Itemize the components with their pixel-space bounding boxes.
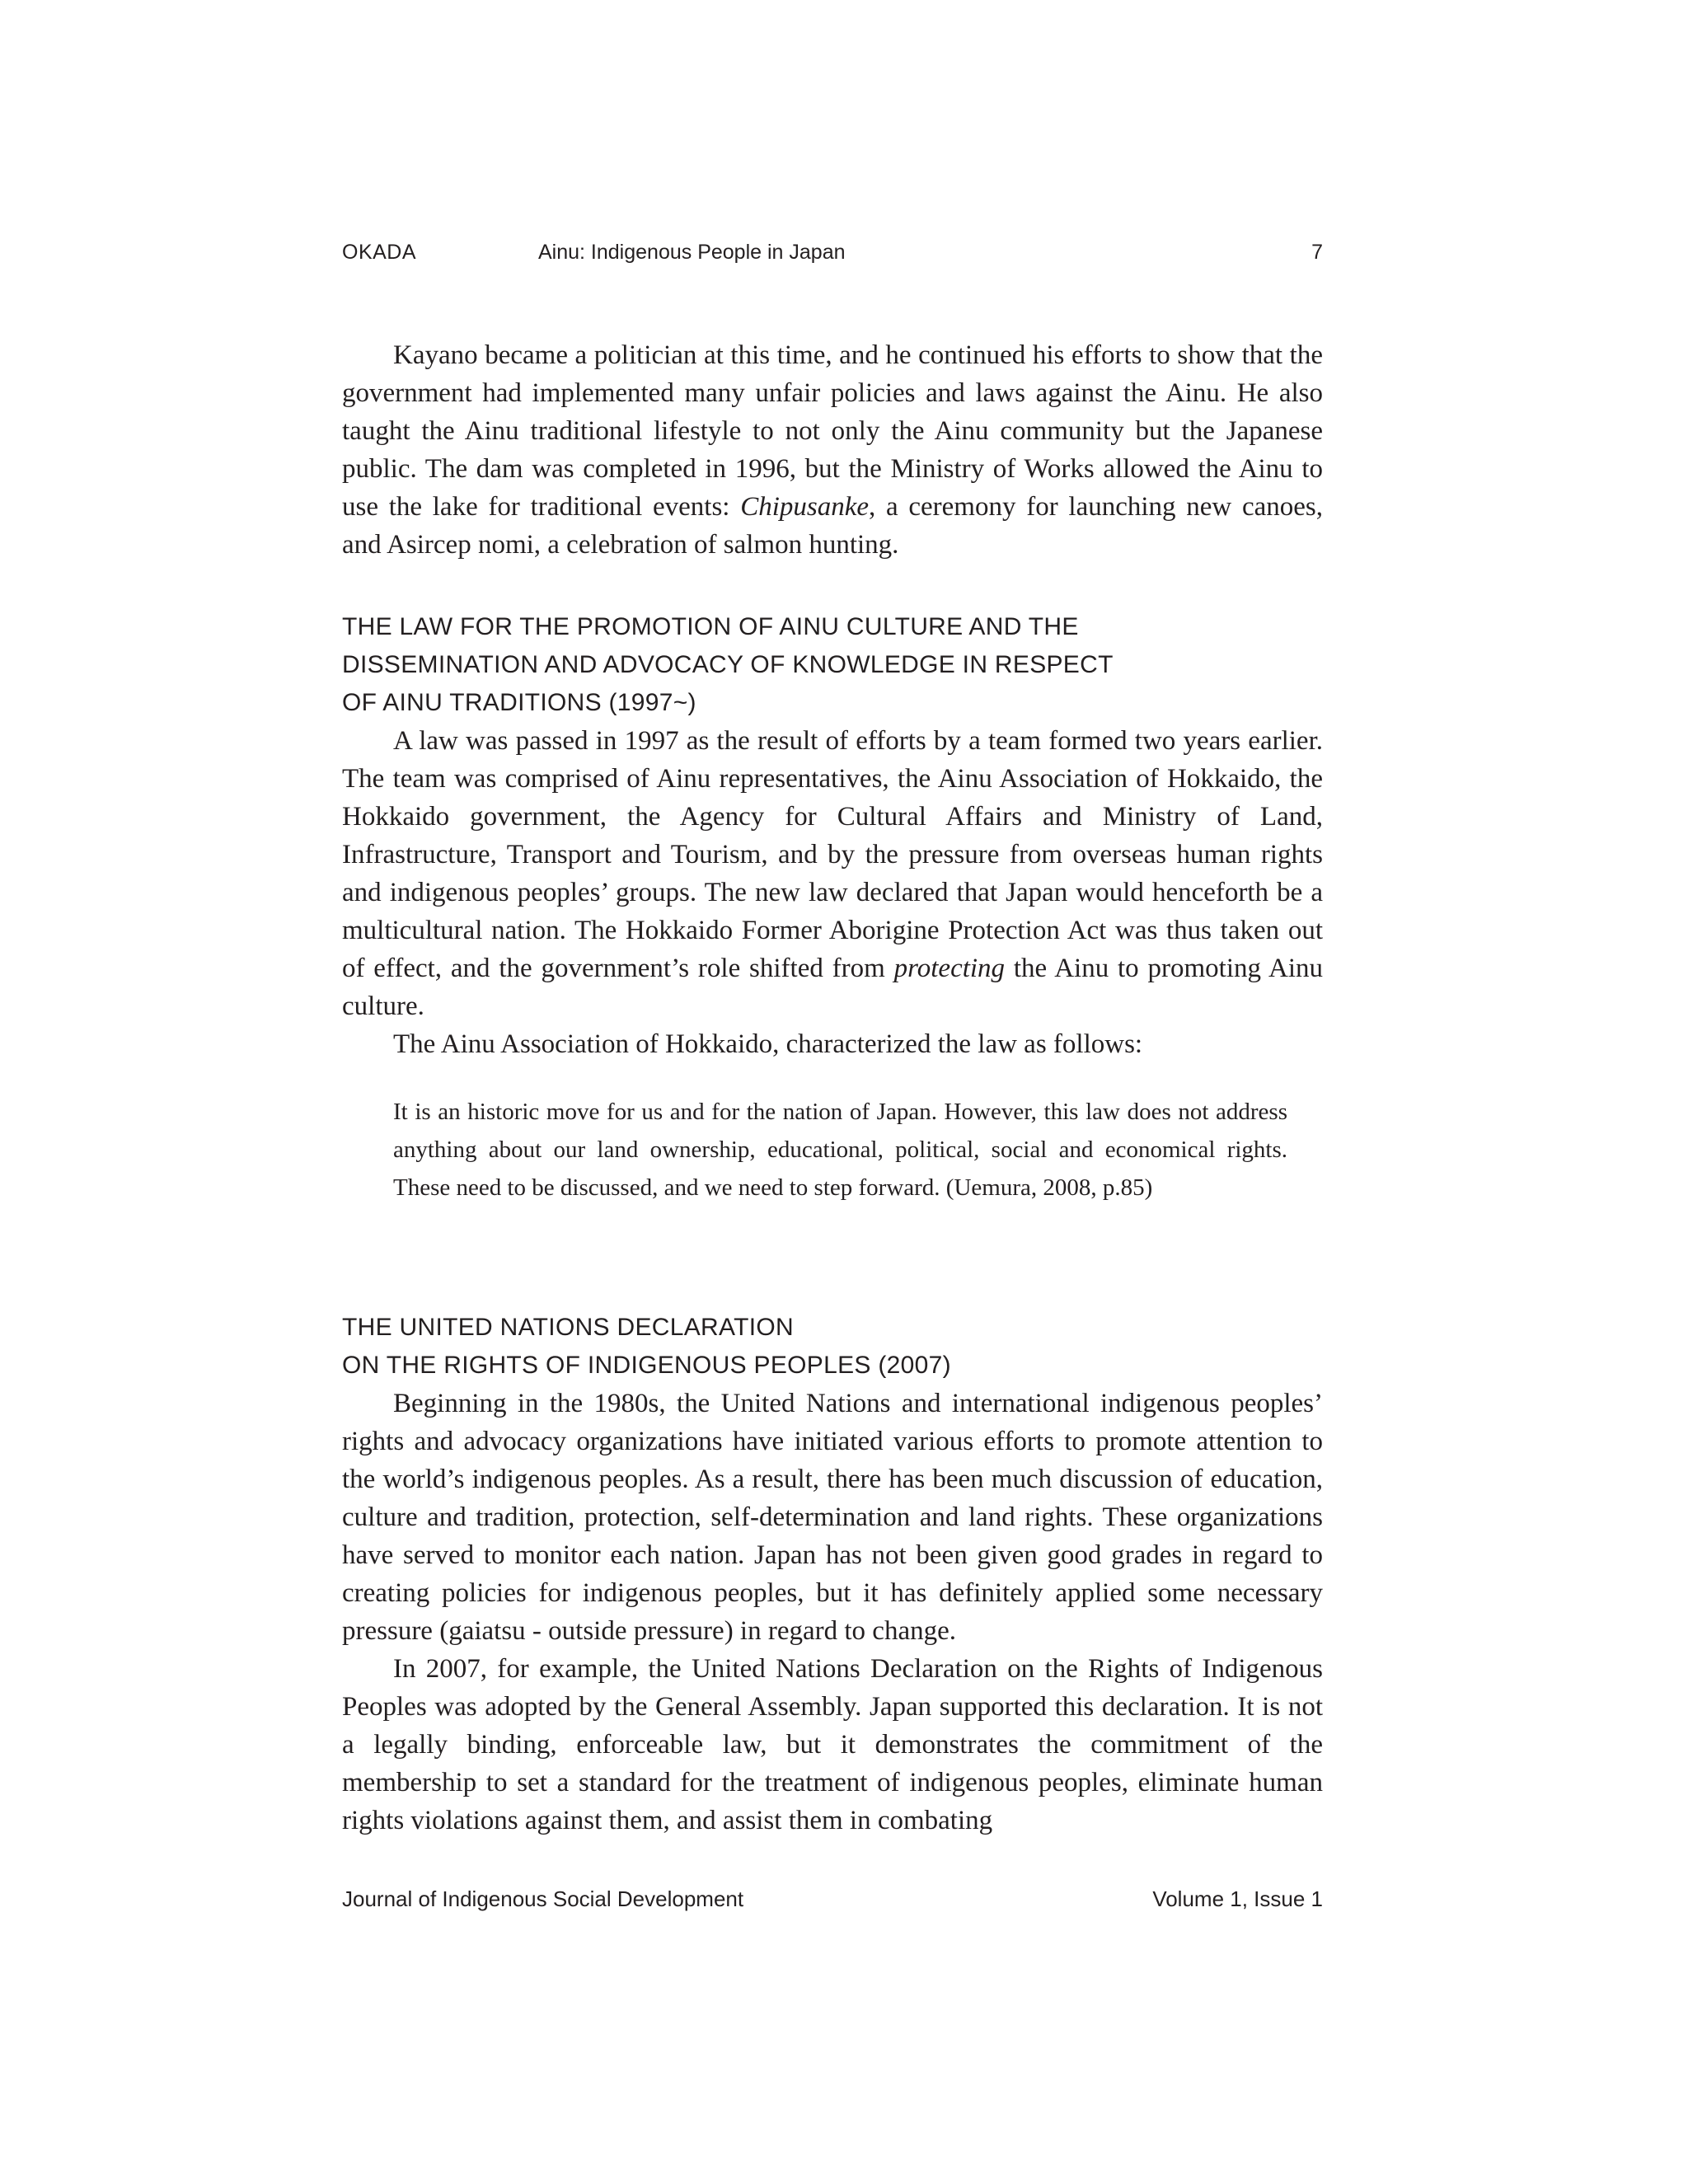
undrip-heading-line: THE UNITED NATIONS DECLARATION <box>342 1314 794 1341</box>
law-blockquote: It is an historic move for us and for the nation of Japan. However, this law does not address anything about our land ownership, educational, political, social and economical rights. These need to be discussed, and we need to step forward. (Uemura, 2008, p.85) <box>393 1099 1287 1201</box>
law-heading-line: DISSEMINATION AND ADVOCACY OF KNOWLEDGE IN RESPECT <box>342 651 1114 678</box>
intro-paragraph-text-2: , a ceremony for launching new canoes, and Asircep nomi, a celebration of salmon hunting. <box>342 492 1323 560</box>
law-heading-line: OF AINU TRADITIONS (1997~) <box>342 689 696 716</box>
undrip-section-heading <box>342 1309 1323 1385</box>
running-foot <box>342 1886 1323 1916</box>
law-section-body <box>342 722 1323 1063</box>
law-paragraph-1-text-1: A law was passed in 1997 as the result of efforts by a team formed two years earlier. The team was comprised of Ainu representatives, the Ainu Association of Hokkaido, the Hokkaido government, the Agency for Cultural Affairs and Ministry of Land, Infrastructure, Transport and Tourism, and by the pressure from overseas human rights and indigenous peoples’ groups. The new law declared that Japan would henceforth be a multicultural nation. The Hokkaido Former Aborigine Protection Act was thus taken out of effect, and the government’s role shifted from <box>342 726 1323 983</box>
undrip-paragraph-2: In 2007, for example, the United Nations Declaration on the Rights of Indigenous Peoples was adopted by the General Assembly. Japan supported this declaration. It is not a legally binding, enforceable law, but it demonstrates the commitment of the membership to set a standard for the treatment of indigenous peoples, eliminate human rights violations against them, and assist them in combating <box>342 1654 1323 1835</box>
law-paragraph-1-text-2: the Ainu to promoting Ainu culture. <box>342 954 1323 1021</box>
law-paragraph-1-italic-term: protecting <box>893 954 1006 983</box>
intro-paragraph-text-1: Kayano became a politician at this time, and he continued his efforts to show that the government had implemented many unfair policies and laws against the Ainu. He also taught the Ainu traditional lifestyle to not only the Ainu community but the Japanese public. The dam was completed in 1996, but the Ministry of Works allowed the Ainu to use the lake for traditional events: <box>342 340 1323 522</box>
running-head <box>342 241 1323 270</box>
undrip-paragraph-1: Beginning in the 1980s, the United Nations and international indigenous peoples’ rights and advocacy organizations have initiated various efforts to promote attention to the world’s indigenous peoples. As a result, there has been much discussion of education, culture and tradition, protection, self-determination and land rights. These organizations have served to monitor each nation. Japan has not been given good grades in regard to creating policies for indigenous peoples, but it has definitely applied some necessary pressure (gaiatsu - outside pressure) in regard to change. <box>342 1389 1323 1646</box>
law-paragraph-1 <box>342 722 1323 1025</box>
journal-name: Journal of Indigenous Social Development <box>342 1886 744 1911</box>
undrip-heading-line: ON THE RIGHTS OF INDIGENOUS PEOPLES (2007) <box>342 1352 951 1379</box>
page-number: 7 <box>1311 241 1323 264</box>
running-head-title: Ainu: Indigenous People in Japan <box>538 241 846 264</box>
volume-issue: Volume 1, Issue 1 <box>1152 1886 1323 1911</box>
intro-section <box>342 336 1323 564</box>
law-section-heading <box>342 608 1323 722</box>
intro-paragraph-italic-term: Chipusanke <box>740 492 870 522</box>
intro-paragraph <box>342 336 1323 564</box>
running-head-author: OKADA <box>342 241 417 264</box>
law-heading-line: THE LAW FOR THE PROMOTION OF AINU CULTURE AND THE <box>342 613 1079 640</box>
undrip-section-body <box>342 1385 1323 1840</box>
law-paragraph-2: The Ainu Association of Hokkaido, characterized the law as follows: <box>393 1029 1143 1059</box>
